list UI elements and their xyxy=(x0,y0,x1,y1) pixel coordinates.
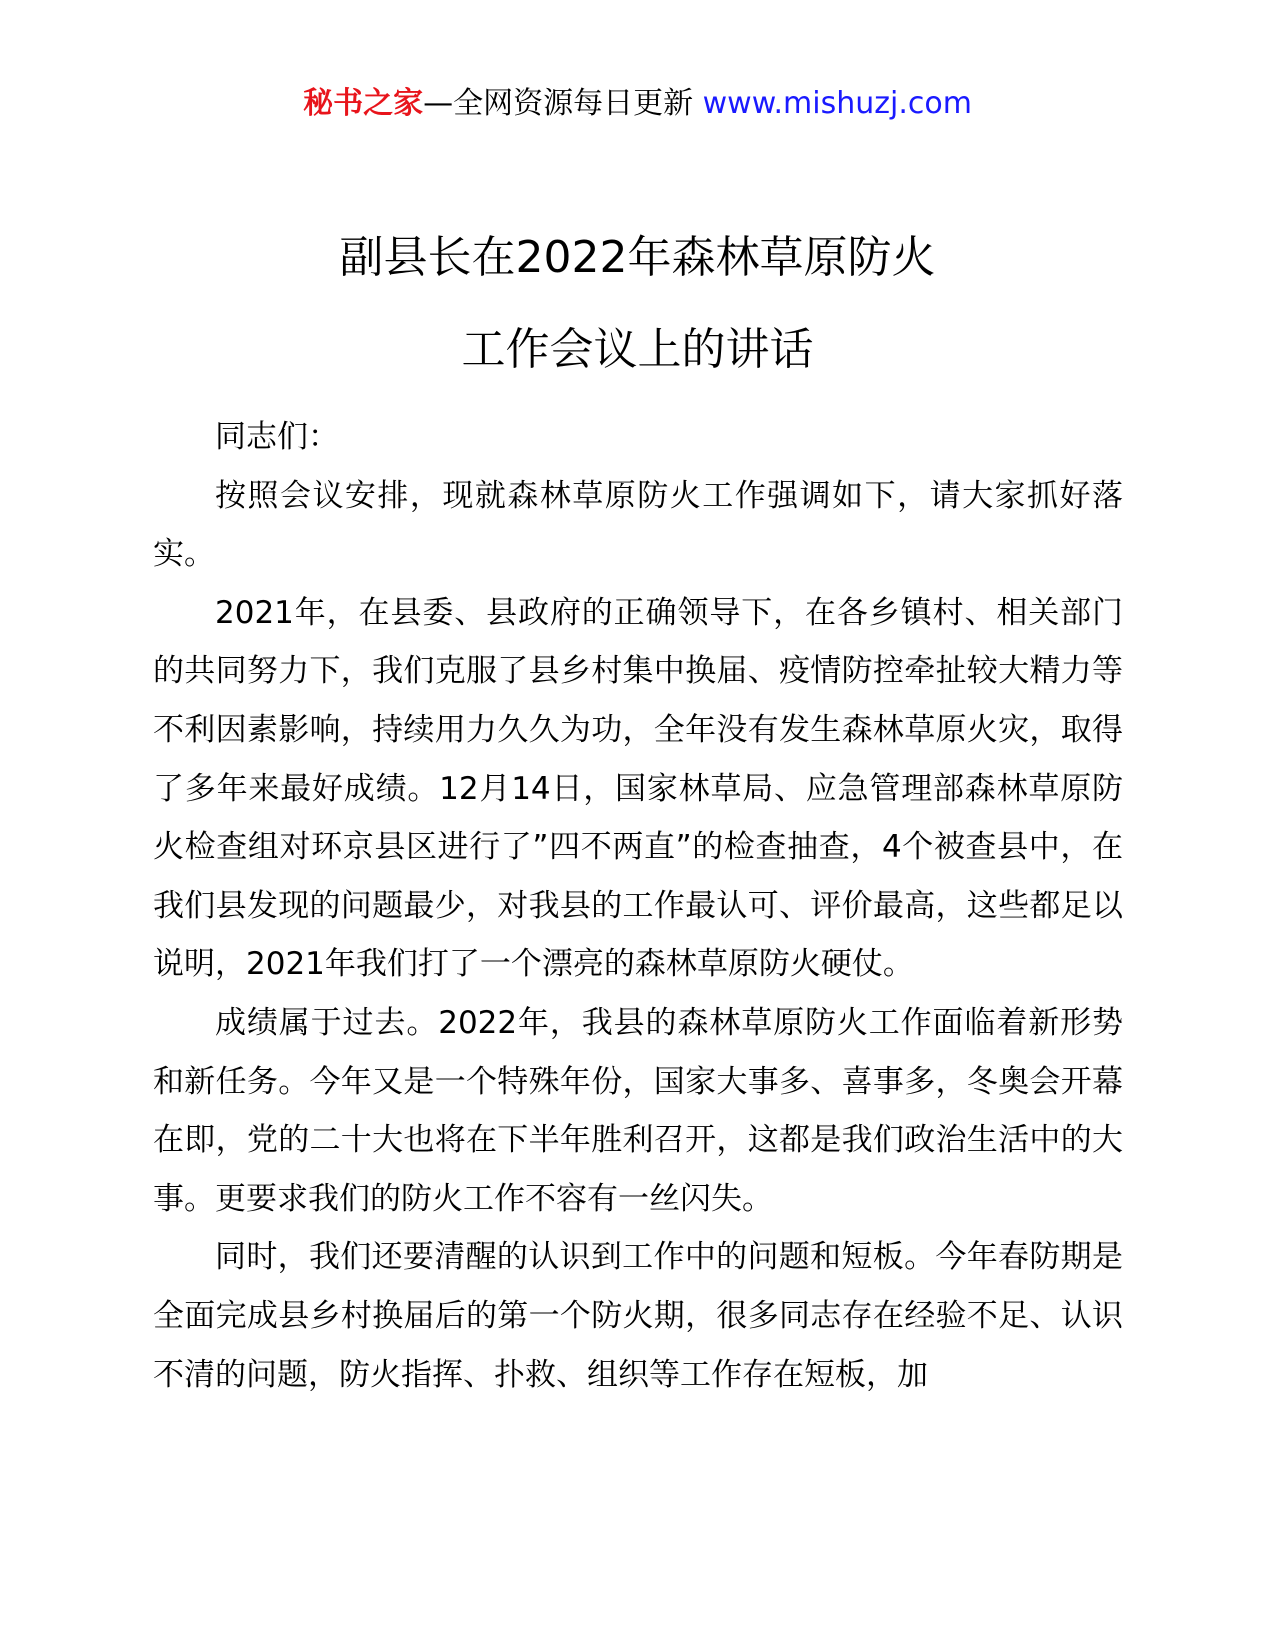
document-title-line-2: 工作会议上的讲话 xyxy=(461,324,814,375)
paragraph-2: 2021年，在县委、县政府的正确领导下，在各乡镇村、相关部门的共同努力下，我们克服了县乡村集中换届、疫情防控牵扯较大精力等不利因素影响，持续用力久久为功，全年没有发生森林草原火灾，取得了多年来最好成绩。12月14日，国家林草局、应急管理部森林草原防火检查组对环京县区进行了”四不两直”的检查抽查，4个被查县中，在我们县发现的问题最少，对我县的工作最认可、评价最高，这些都足以说明，2021年我们打了一个漂亮的森林草原防火硬仗。 xyxy=(153,594,1123,983)
paragraph-4: 同时，我们还要清醒的认识到工作中的问题和短板。今年春防期是全面完成县乡村换届后的第一个防火期，很多同志存在经验不足、认识不清的问题，防火指挥、扑救、组织等工作存在短板，加 xyxy=(153,1239,1123,1393)
paragraph-3: 成绩属于过去。2022年，我县的森林草原防火工作面临着新形势和新任务。今年又是一个特殊年份，国家大事多、喜事多，冬奥会开幕在即，党的二十大也将在下半年胜利召开，这都是我们政治生活中的大事。更要求我们的防火工作不容有一丝闪失。 xyxy=(153,1004,1123,1217)
document-body xyxy=(153,408,1123,1404)
paragraph-1: 按照会议安排，现就森林草原防火工作强调如下，请大家抓好落实。 xyxy=(153,477,1123,573)
banner-tagline: —全网资源每日更新 xyxy=(423,86,694,121)
website-link[interactable]: www.mishuzj.com xyxy=(702,86,972,121)
salutation: 同志们： xyxy=(215,419,339,455)
document-title-line-1: 副县长在2022年森林草原防火 xyxy=(339,232,936,283)
site-banner xyxy=(0,82,1275,126)
brand-name: 秘书之家 xyxy=(303,86,424,121)
